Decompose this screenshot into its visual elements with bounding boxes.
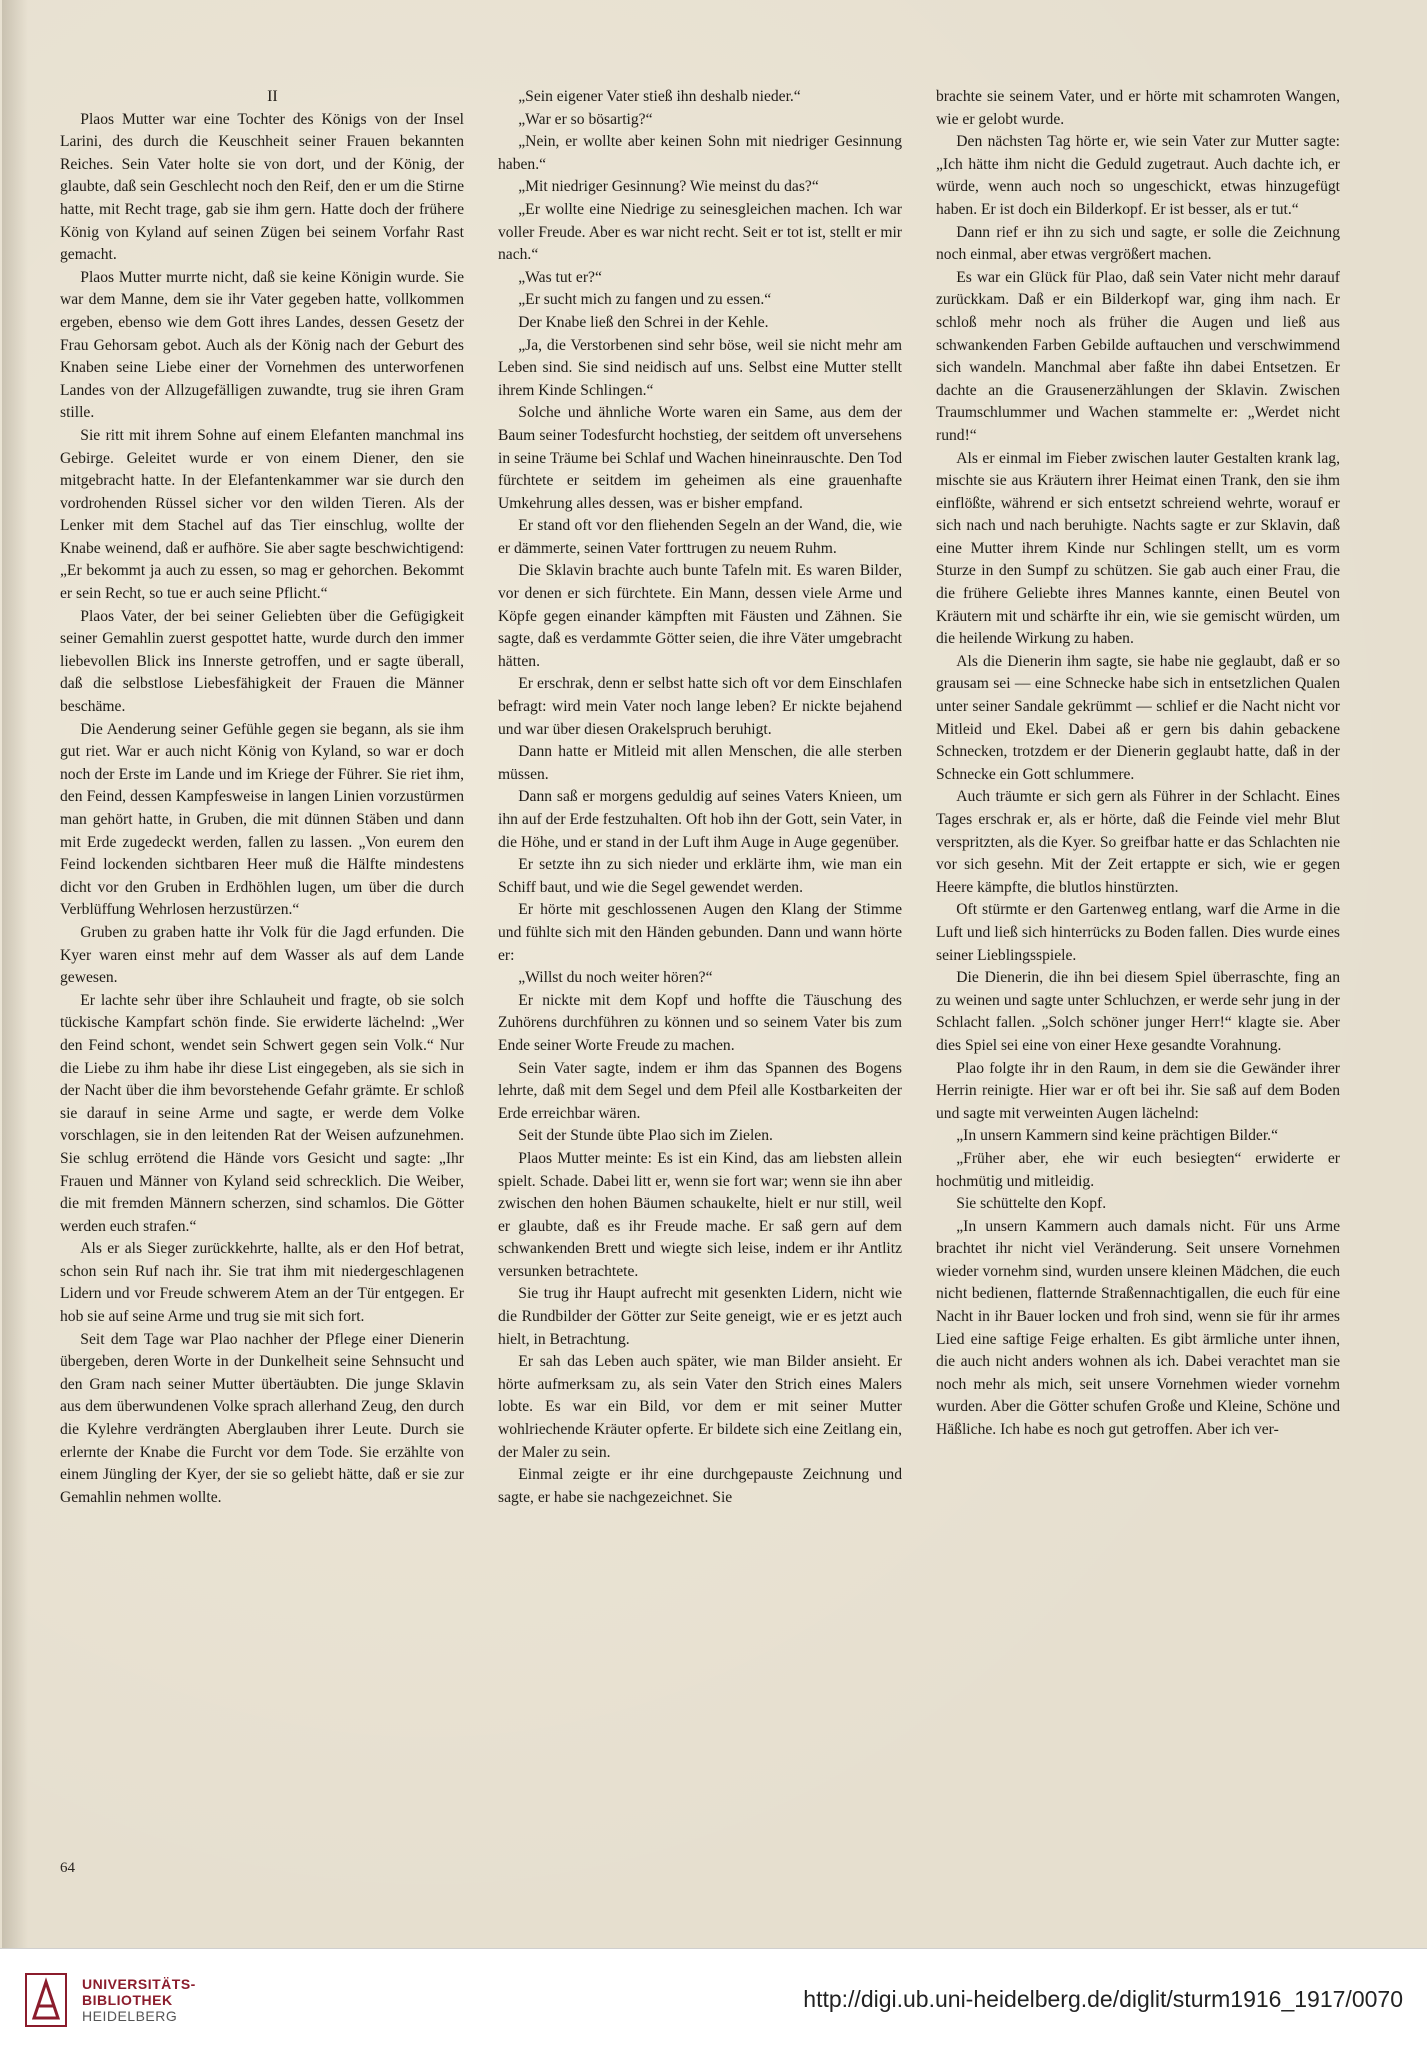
text-columns	[60, 86, 1340, 1509]
paragraph: Er erschrak, denn er selbst hatte sich oft vor dem Einschlafen befragt: wird mein Vater noch lange leben? Er nickte bejahend und war über diesen Orakelspruch beruhigt.	[498, 675, 902, 738]
paragraph: Er sah das Leben auch später, wie man Bilder ansieht. Er hörte aufmerksam zu, als sein Vater den Strich eines Malers lobte. Es war ein Bild, vor dem er mit seiner Mutter wohlriechende Kräuter opferte. Er bildete sich eine Zeitlang ein, der Maler zu sein.	[498, 1353, 902, 1461]
paragraph: Er hörte mit geschlossenen Augen den Klang der Stimme und fühlte sich mit den Händen gebunden. Dann und wann hörte er:	[498, 901, 902, 964]
paragraph: Dann hatte er Mitleid mit allen Menschen, die alle sterben müssen.	[498, 743, 902, 783]
paragraph: Es war ein Glück für Plao, daß sein Vater nicht mehr darauf zurückkam. Daß er ein Bilderkopf war, ging ihm nach. Er schloß mehr noch als früher die Augen und ließ aus schwankenden Farben Gebilde auftauchen und verschwimmend sich wandeln. Manchmal aber faßte ihn dabei Entsetzen. Er dachte an die Grausenerzählungen der Sklavin. Zwischen Traumschlummer und Wachen stammelte er: „Werdet nicht rund!“	[936, 268, 1340, 444]
paragraph: Als die Dienerin ihm sagte, sie habe nie geglaubt, daß er so grausam sei — eine Schnecke habe sich in entsetzlichen Qualen unter seiner Sandale gekrümmt — schlief er die Nacht nicht vor Mitleid und Ekel. Dabei aß er gern bis dahin gebackene Schnecken, trotzdem er der Dienerin geglaubt hatte, daß in der Schnecke ein Gott schlummere.	[936, 652, 1340, 783]
library-name-line-3: HEIDELBERG	[82, 2007, 178, 2024]
paragraph: Plao folgte ihr in den Raum, in dem sie die Gewänder ihrer Herrin reinigte. Hier war er oft bei ihr. Sie saß auf dem Boden und sagte mit verweinten Augen lächelnd:	[936, 1059, 1340, 1122]
paragraph: „Er sucht mich zu fangen und zu essen.“	[518, 291, 772, 309]
paragraph: Gruben zu graben hatte ihr Volk für die Jagd erfunden. Die Kyer waren einst mehr auf dem Wasser als auf dem Lande gewesen.	[60, 923, 464, 987]
paragraph: Plaos Mutter murrte nicht, daß sie keine Königin wurde. Sie war dem Manne, dem sie ihr Vater gegeben hatte, vollkommen ergeben, ebenso wie dem Gott ihres Landes, dessen Gesetz der Frau Gehorsam gebot. Auch als der König nach der Geburt des Knaben seine Liebe einer der Vornehmen des unterworfenen Landes von der Allzugefälligen zuwandte, trug sie ihren Gram stille.	[60, 268, 464, 422]
library-name-line-1: UNIVERSITÄTS-	[82, 1975, 196, 1992]
paragraph: „Willst du noch weiter hören?“	[518, 969, 713, 987]
paragraph: Oft stürmte er den Gartenweg entlang, warf die Arme in die Luft und ließ sich hinterrücks zu Boden fallen. Dies wurde eines seiner Lieblingsspiele.	[936, 901, 1340, 964]
column-1	[60, 86, 464, 1509]
paragraph: „Mit niedriger Gesinnung? Wie meinst du das?“	[518, 178, 819, 196]
paragraph: Plaos Mutter war eine Tochter des Königs von der Insel Larini, des durch die Keuschheit seiner Frauen bekannten Reiches. Sein Vater holte sie von dort, und der König, der glaubte, daß sein Geschlecht noch den Reif, den er um die Stirne hatte, mit Recht trage, gab sie ihm gern. Hatte doch der frühere König von Kyland auf seinen Zügen bei seinem Vorfahr Rast gemacht.	[60, 110, 465, 264]
paragraph: Den nächsten Tag hörte er, wie sein Vater zur Mutter sagte: „Ich hätte ihm nicht die Geduld zugetraut. Auch dachte ich, er würde, wenn auch noch so ungeschickt, etwas hinzugefügt haben. Er ist doch ein Bilderkopf. Er ist besser, als er tut.“	[936, 133, 1340, 218]
paragraph: „Früher aber, ehe wir euch besiegten“ erwiderte er hochmütig und mitleidig.	[936, 1149, 1340, 1190]
paragraph: Auch träumte er sich gern als Führer in der Schlacht. Eines Tages erschrak er, als er hörte, daß die Feinde viel mehr Blut verspritzten, als die Kyer. So greifbar hatte er das Schlachten nie vor sich gesehn. Mit der Zeit ertappte er sich, wie er gegen Heere kämpfte, die blutlos hinstürzten.	[936, 788, 1340, 896]
library-logo[interactable]	[24, 1972, 196, 2028]
paragraph: Er setzte ihn zu sich nieder und erklärte ihm, wie man ein Schiff baut, und wie die Segel gewendet werden.	[498, 856, 902, 896]
section-number: II	[267, 88, 278, 105]
library-name-line-2: BIBLIOTHEK	[82, 1991, 173, 2008]
paragraph: „Ja, die Verstorbenen sind sehr böse, weil sie nicht mehr am Leben sind. Sie sind neidisch auf uns. Selbst eine Mutter stellt ihrem Kinde Schlingen.“	[498, 336, 902, 399]
viewer-footer	[0, 1948, 1427, 2050]
paragraph: Dann rief er ihn zu sich und sagte, er solle die Zeichnung noch einmal, aber etwas vergrößert machen.	[936, 223, 1340, 264]
paragraph: Die Sklavin brachte auch bunte Tafeln mit. Es waren Bilder, vor denen er sich fürchtete. Ein Mann, dessen viele Arme und Köpfe gegen einander kämpften mit Fäusten und Zähnen. Sie sagte, daß es verdammte Götter seien, die ihre Väter umgebracht hätten.	[498, 562, 902, 670]
page-fold-shadow	[2, 0, 28, 1948]
paragraph: Seit dem Tage war Plao nachher der Pflege einer Dienerin übergeben, deren Worte in der Dunkelheit seine Sehnsucht und den Gram nach seiner Mutter übertäubten. Die junge Sklavin aus dem überwundenen Volke sprach allerhand Zeug, den durch die Kylehre verdrängten Aberglauben ihrer Leute. Durch sie erlernte der Knabe die Furcht vor dem Tode. Sie erzählte von einem Jüngling der Kyer, der sie so geliebt hätte, daß er sie zur Gemahlin nehmen wollte.	[60, 1330, 464, 1506]
paragraph: „Was tut er?“	[518, 268, 602, 286]
paragraph: Sie trug ihr Haupt aufrecht mit gesenkten Lidern, nicht wie die Rundbilder der Götter zur Seite geneigt, wie er es jetzt auch hielt, in Betrachtung.	[498, 1285, 902, 1348]
paragraph: Plaos Vater, der bei seiner Geliebten über die Gefügigkeit seiner Gemahlin zuerst gespottet hatte, wurde durch den immer liebevollen Blick ins Innerste getroffen, und er sagte überall, daß die selbstlose Liebesfähigkeit der Frauen die Männer beschäme.	[60, 607, 464, 716]
paragraph: Seit der Stunde übte Plao sich im Zielen.	[518, 1127, 773, 1145]
paragraph: Er lachte sehr über ihre Schlauheit und fragte, ob sie solch tückische Kampfart schön finde. Sie erwiderte lächelnd: „Wer den Feind schont, wendet sein Schwert gegen sein Volk.“ Nur die Liebe zu ihm habe ihr diese List eingegeben, als sie sich in der Nacht über die ihm bevorstehende Gefahr grämte. Er schloß sie darauf in seine Arme und sagte, er werde dem Volke vorschlagen, sie in den leitenden Rat der Weisen aufzunehmen. Sie schlug errötend die Hände vors Gesicht und sagte: „Ihr Frauen und Männer von Kyland seid schrecklich. Die Weiber, die mit fremden Männern scherzen, sind schamlos. Die Götter werden euch strafen.“	[60, 991, 464, 1235]
paragraph: Der Knabe ließ den Schrei in der Kehle.	[518, 313, 769, 331]
page-number: 64	[60, 1860, 75, 1876]
library-name	[82, 1976, 196, 2024]
document-url[interactable]: http://digi.ub.uni-heidelberg.de/diglit/sturm1916_1917/0070	[803, 1986, 1403, 2012]
paragraph: „Sein eigener Vater stieß ihn deshalb nieder.“	[518, 88, 801, 105]
column-2	[498, 86, 902, 1509]
paragraph: „In unsern Kammern sind keine prächtigen Bilder.“	[956, 1127, 1279, 1145]
paragraph: Er nickte mit dem Kopf und hoffte die Täuschung des Zuhörens durchführen zu können und so seinem Vater bis zum Ende seiner Worte Freude zu machen.	[498, 991, 902, 1054]
paragraph: „In unsern Kammern auch damals nicht. Für uns Arme brachtet ihr nicht viel Veränderung. Seit unsere Vornehmen wieder vornehm sind, wurden unsere kleinen Mädchen, die euch nicht bedienen, flatternde Straßennachtigallen, die euch für eine Nacht in ihr Bauer locken und froh sind, wenn sie für ihr armes Lied eine saftige Feige erhalten. Es gibt ärmliche unter ihnen, die auch nicht anders wohnen als ich. Dabei verachtet man sie noch mehr als mich, seit unsere Vornehmen wieder vornehm wurden. Aber die Götter schufen Große und Kleine, Schöne und Häßliche. Ich habe es noch gut getroffen. Aber ich ver-	[936, 1217, 1340, 1439]
paragraph: Dann saß er morgens geduldig auf seines Vaters Knieen, um ihn auf der Erde festzuhalten. Oft hob ihn der Gott, sein Vater, in die Höhe, und er stand in der Luft ihm Auge in Auge gegenüber.	[498, 788, 902, 851]
paragraph: „War er so bösartig?“	[518, 110, 653, 128]
paragraph: „Er wollte eine Niedrige zu seinesgleichen machen. Ich war voller Freude. Aber es war nicht recht. Seit er tot ist, stellt er mir nach.“	[498, 200, 902, 264]
paragraph: Sie schüttelte den Kopf.	[956, 1195, 1107, 1213]
paragraph: „Nein, er wollte aber keinen Sohn mit niedriger Gesinnung haben.“	[498, 133, 902, 173]
paragraph: Er stand oft vor den fliehenden Segeln an der Wand, die, wie er dämmerte, seinen Vater forttrugen zu neuem Ruhm.	[498, 517, 902, 557]
paragraph: Sie ritt mit ihrem Sohne auf einem Elefanten manchmal ins Gebirge. Geleitet wurde er von einem Diener, den sie mitgebracht hatte. In der Elefantenkammer war sie durch den vordrohenden Rüssel sicher vor den wilden Tieren. Als der Lenker mit dem Stachel auf das Tier einschlug, wollte der Knabe weinend, daß er aufhöre. Sie aber sagte beschwichtigend: „Er bekommt ja auch zu essen, so mag er gehorchen. Bekommt er sein Recht, so tue er auch seine Pflicht.“	[60, 426, 464, 603]
paragraph: Als er als Sieger zurückkehrte, hallte, als er den Hof betrat, schon sein Ruf nach ihr. Sie trat ihm mit niedergeschlagenen Lidern und vor Freude schwerem Atem an der Tür entgegen. Er hob sie auf seine Arme und trug sie mit sich fort.	[60, 1240, 464, 1326]
university-seal-icon	[24, 1972, 68, 2028]
paragraph: Sein Vater sagte, indem er ihm das Spannen des Bogens lehrte, daß mit dem Segel und dem Pfeil alle Kostbarkeiten der Erde erreichbar wären.	[498, 1059, 902, 1122]
paragraph: Einmal zeigte er ihr eine durchgepauste Zeichnung und sagte, er habe sie nachgezeichnet. Sie	[498, 1466, 902, 1506]
paragraph: Als er einmal im Fieber zwischen lauter Gestalten krank lag, mischte sie aus Kräutern ihrer Heimat einen Trank, den sie ihm einflößte, während er sich entsetzt schreiend wehrte, worauf er sich nach und nach beruhigte. Nachts sagte er zur Sklavin, daß eine Mutter ihrem Kinde nur Schlingen stellt, um es vorm Sturze in den Sumpf zu schützen. Sie gab auch einer Frau, die die frühere Geliebte ihres Mannes kannte, einen Beutel von Kräutern mit und schärfte ihr ein, wie sie gemischt würden, um die heilende Wirkung zu haben.	[936, 449, 1340, 648]
paragraph: Plaos Mutter meinte: Es ist ein Kind, das am liebsten allein spielt. Schade. Dabei litt er, wenn sie fort war; wenn sie ihn aber zwischen den hohen Bäumen schaukelte, hielt er nur still, weil er glaubte, daß es ihr Freude mache. Er saß gern auf dem schwankenden Brett und wiegte sich leise, indem er ihr Antlitz versunken betrachtete.	[498, 1149, 902, 1280]
paragraph: Die Dienerin, die ihn bei diesem Spiel überraschte, fing an zu weinen und sagte unter Schluchzen, er werde sehr jung in der Schlacht fallen. „Solch schöner junger Herr!“ klagte sie. Aber dies Spiel sei eine von einer Hexe gesandte Vorahnung.	[936, 969, 1340, 1054]
paragraph: Solche und ähnliche Worte waren ein Same, aus dem der Baum seiner Todesfurcht hochstieg, der seitdem oft unversehens in seine Träume bei Schlaf und Wachen hineinrauschte. Den Tod fürchtete er seitdem im geheimen als eine grauenhafte Umkehrung alles dessen, was er bisher empfand.	[498, 404, 902, 512]
paragraph: Die Aenderung seiner Gefühle gegen sie begann, als sie ihm gut riet. War er auch nicht König von Kyland, so war er doch noch der Erste im Lande und im Kriege der Führer. Sie riet ihm, den Feind, dessen Kampfesweise in langen Linien vorzustürmen man gehört hatte, in Gruben, die mit dünnen Stäben und dann mit Erde zugedeckt werden, fallen zu lassen. „Von eurem den Feind lockenden sichtbaren Heer muß die Hälfte mindestens dicht vor den Gruben in Erdhöhlen lugen, um über die durch Verblüffung Wehrlosen herzustürzen.“	[60, 720, 464, 919]
column-3	[936, 86, 1340, 1509]
paragraph: brachte sie seinem Vater, und er hörte mit schamroten Wangen, wie er gelobt wurde.	[936, 88, 1340, 128]
